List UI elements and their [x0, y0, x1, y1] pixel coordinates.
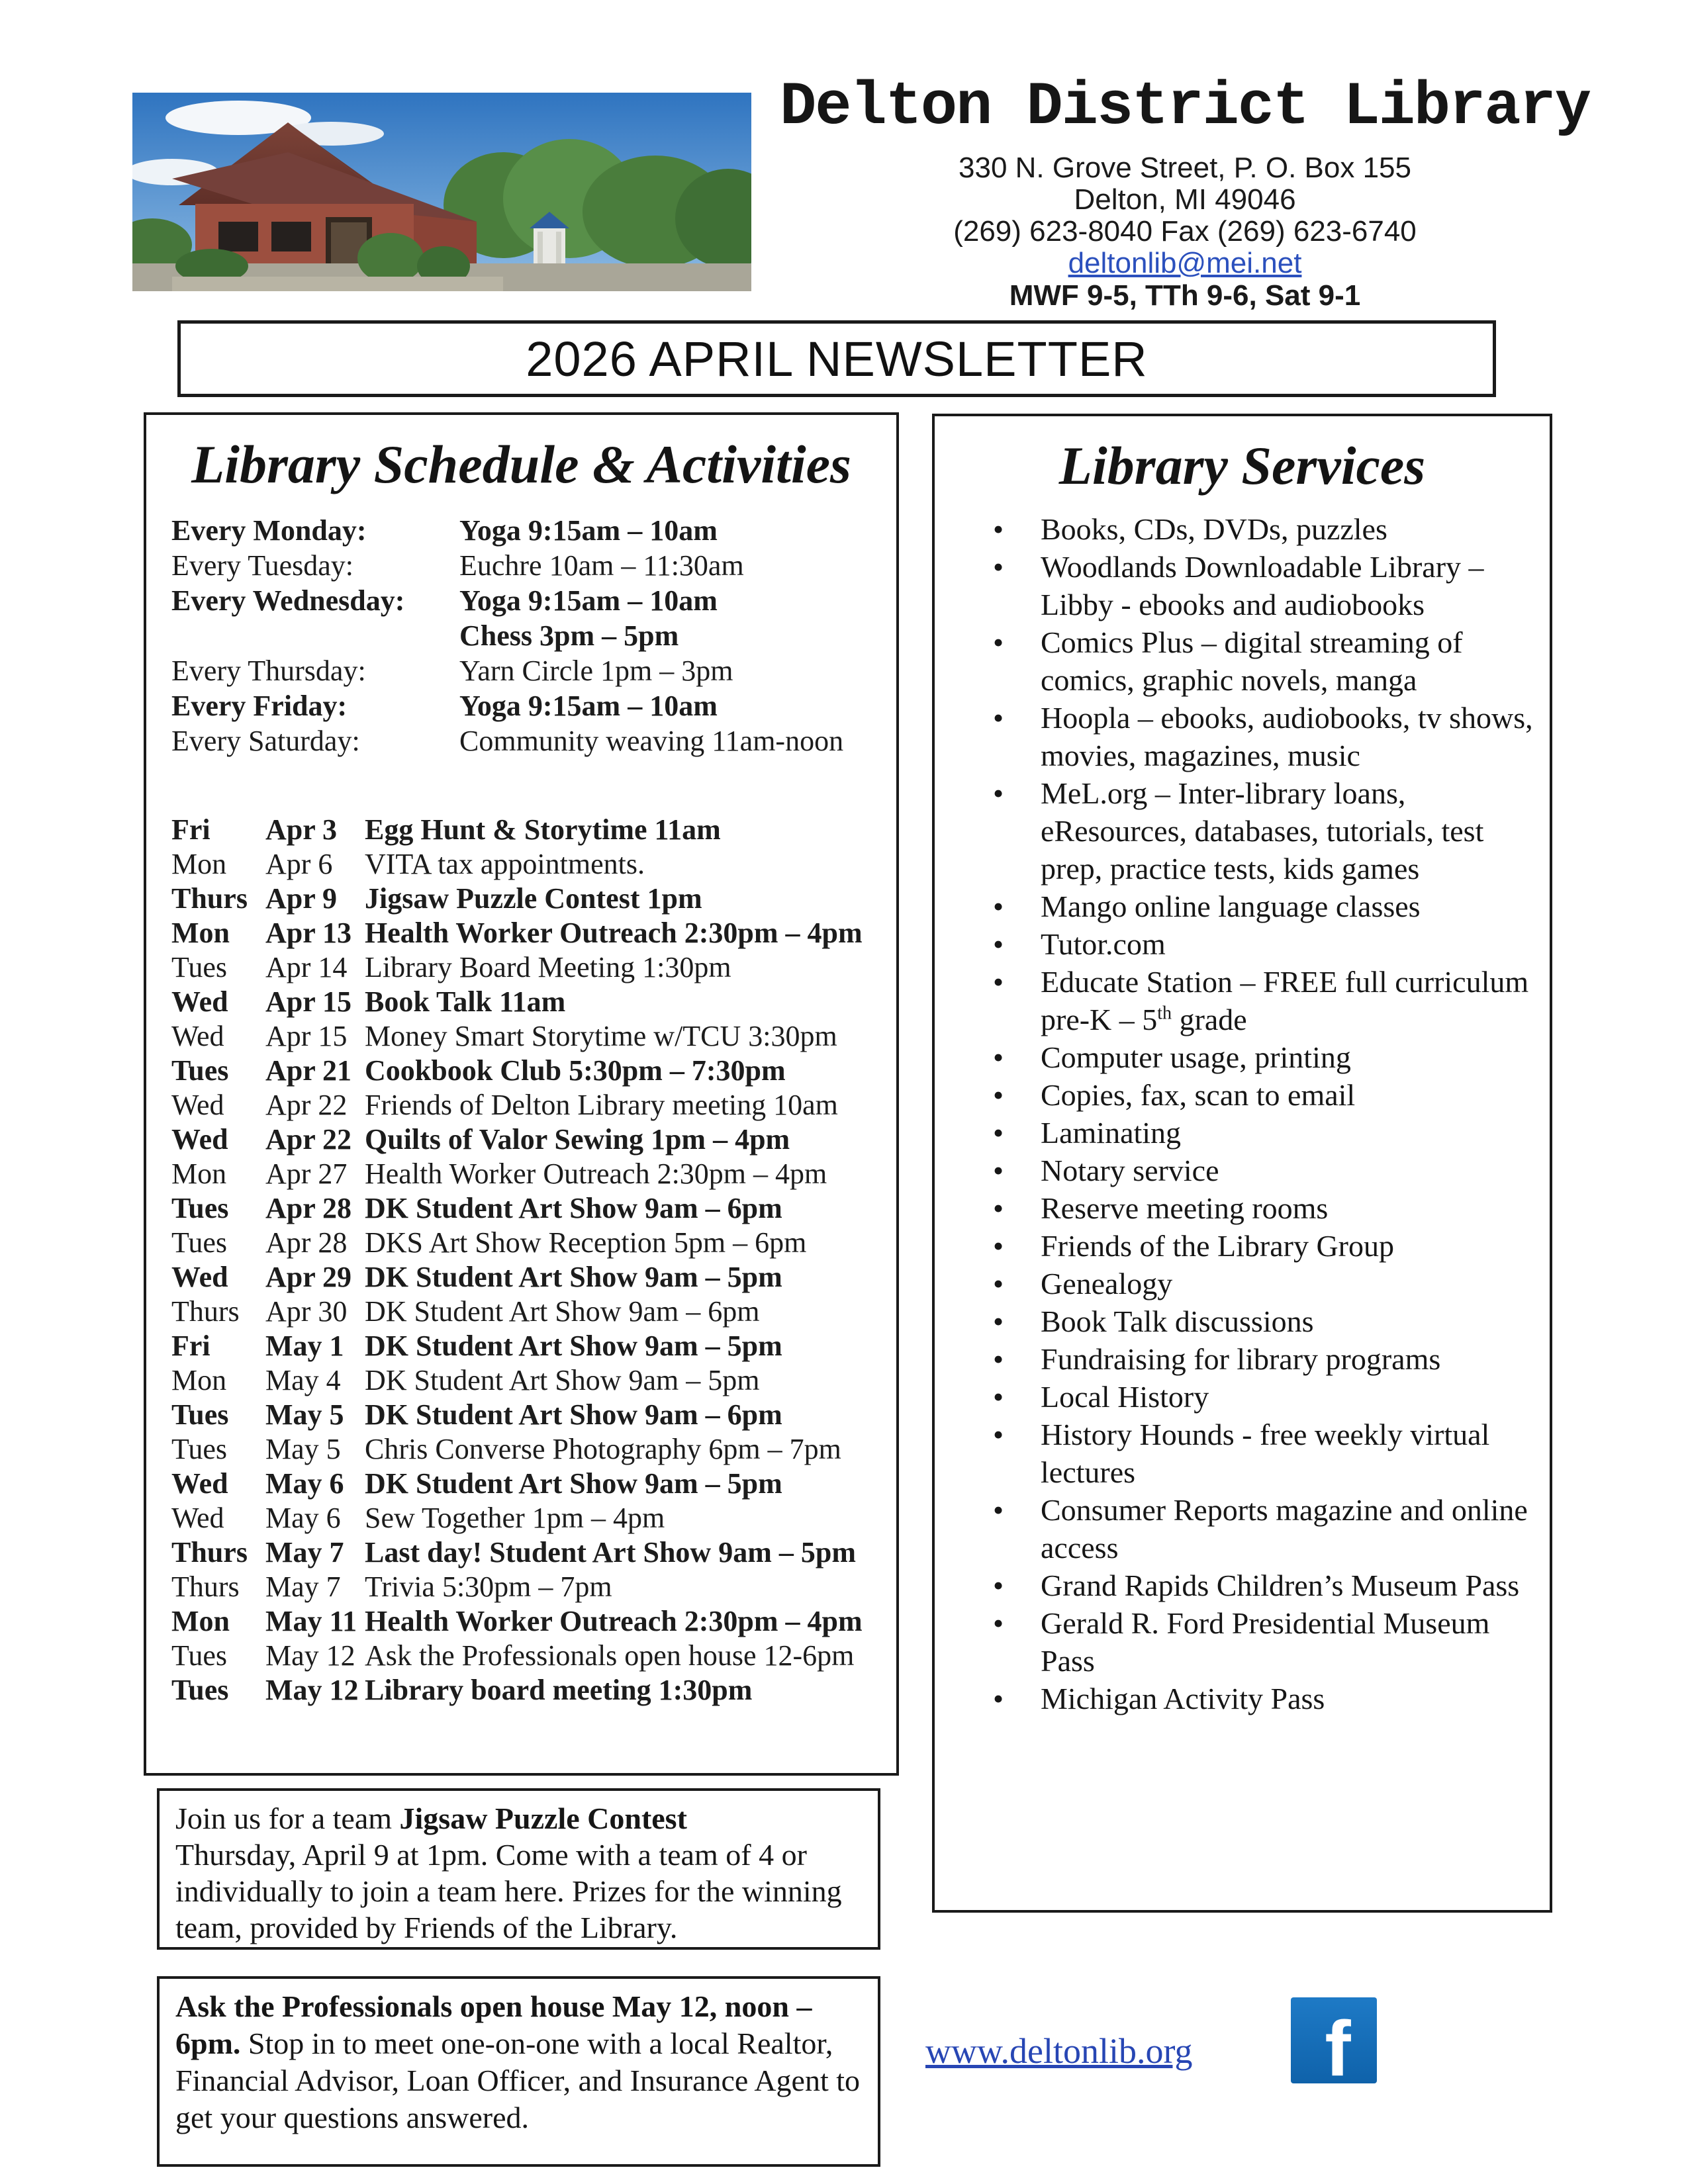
event-title: Ask the Professionals open house 12-6pm [365, 1639, 855, 1672]
event-day: Wed [171, 1020, 224, 1052]
service-item: • Michigan Activity Pass [993, 1680, 1543, 1717]
services-section-title: Library Services [1058, 435, 1426, 496]
event-row [171, 1535, 886, 1570]
hours-line: MWF 9-5, TTh 9-6, Sat 9-1 [1009, 279, 1361, 312]
weekly-day-label: Every Tuesday: [171, 549, 353, 582]
jigsaw-text-pre: Join us for a team [175, 1801, 400, 1835]
event-date: Apr 3 [265, 813, 337, 846]
service-item: • Tutor.com [993, 925, 1543, 963]
weekly-day-label: Every Wednesday: [171, 584, 405, 617]
ask-text-rest: Stop in to meet one-on-one with a local Realtor, Financial Advisor, Loan Officer, and Insurance Agent to get your questions answered. [175, 2026, 861, 2134]
weekly-activity: Chess 3pm – 5pm [459, 619, 679, 652]
service-item: • Reserve meeting rooms [993, 1189, 1543, 1227]
events-list [171, 813, 886, 1707]
event-row [171, 1019, 886, 1054]
event-title: Chris Converse Photography 6pm – 7pm [365, 1433, 841, 1465]
event-day: Thurs [171, 1295, 240, 1328]
header [758, 74, 1612, 312]
service-item: • Copies, fax, scan to email [993, 1076, 1543, 1114]
event-day: Mon [171, 848, 227, 880]
service-item: • Mango online language classes [993, 887, 1543, 925]
event-title: DK Student Art Show 9am – 6pm [365, 1398, 782, 1431]
weekly-day-label: Every Thursday: [171, 655, 366, 687]
event-row [171, 1363, 886, 1398]
event-date: May 4 [265, 1364, 341, 1396]
schedule-section-title: Library Schedule & Activities [191, 434, 851, 494]
event-title: Friends of Delton Library meeting 10am [365, 1089, 838, 1121]
event-title: DKS Art Show Reception 5pm – 6pm [365, 1226, 807, 1259]
weekly-activity: Euchre 10am – 11:30am [459, 549, 744, 582]
weekly-row [171, 653, 873, 688]
event-row [171, 1398, 886, 1432]
event-date: May 7 [265, 1570, 341, 1603]
event-date: Apr 21 [265, 1054, 352, 1087]
event-day: Mon [171, 1605, 230, 1637]
service-item: • Woodlands Downloadable Library – Libby - ebooks and audiobooks [993, 548, 1543, 623]
event-day: Tues [171, 1433, 227, 1465]
event-row [171, 847, 886, 882]
event-date: Apr 30 [265, 1295, 348, 1328]
event-date: Apr 15 [265, 1020, 348, 1052]
event-title: Library Board Meeting 1:30pm [365, 951, 731, 983]
event-date: Apr 28 [265, 1226, 348, 1259]
event-date: May 12 [265, 1674, 359, 1706]
service-item: • Book Talk discussions [993, 1302, 1543, 1340]
event-date: May 1 [265, 1330, 344, 1362]
event-date: Apr 9 [265, 882, 337, 915]
event-row [171, 1467, 886, 1501]
event-title: Cookbook Club 5:30pm – 7:30pm [365, 1054, 786, 1087]
event-day: Fri [171, 1330, 211, 1362]
weekly-activity: Yoga 9:15am – 10am [459, 690, 718, 722]
event-row [171, 1260, 886, 1295]
event-title: DK Student Art Show 9am – 5pm [365, 1261, 782, 1293]
event-day: Tues [171, 1226, 227, 1259]
weekly-row [171, 688, 873, 723]
weekly-row [171, 618, 873, 653]
event-row [171, 1432, 886, 1467]
service-item: • Laminating [993, 1114, 1543, 1152]
event-title: Trivia 5:30pm – 7pm [365, 1570, 612, 1603]
service-item: • Grand Rapids Children’s Museum Pass [993, 1567, 1543, 1604]
event-title: Health Worker Outreach 2:30pm – 4pm [365, 1158, 827, 1190]
event-title: Sew Together 1pm – 4pm [365, 1502, 665, 1534]
event-row [171, 1122, 886, 1157]
event-date: Apr 22 [265, 1089, 348, 1121]
service-item: • Local History [993, 1378, 1543, 1416]
weekly-row [171, 513, 873, 548]
weekly-day-label: Every Monday: [171, 514, 367, 547]
event-title: DK Student Art Show 9am – 5pm [365, 1330, 782, 1362]
event-title: Quilts of Valor Sewing 1pm – 4pm [365, 1123, 790, 1156]
service-item: • MeL.org – Inter-library loans, eResources, databases, tutorials, test prep, practice tests, kids games [993, 774, 1543, 887]
event-date: May 6 [265, 1502, 341, 1534]
event-row [171, 1570, 886, 1604]
service-item: • Friends of the Library Group [993, 1227, 1543, 1265]
event-date: Apr 6 [265, 848, 333, 880]
event-title: Last day! Student Art Show 9am – 5pm [365, 1536, 856, 1569]
library-services-panel [932, 414, 1552, 1913]
event-day: Mon [171, 1364, 227, 1396]
event-row [171, 1639, 886, 1673]
event-row [171, 916, 886, 950]
phone-fax-line: (269) 623-8040 Fax (269) 623-6740 [953, 215, 1417, 248]
service-item: • Computer usage, printing [993, 1038, 1543, 1076]
event-date: Apr 13 [265, 917, 352, 949]
event-day: Wed [171, 1261, 228, 1293]
event-row [171, 882, 886, 916]
event-date: Apr 28 [265, 1192, 352, 1224]
facebook-f-glyph: f [1325, 2005, 1351, 2093]
services-list [935, 508, 1550, 1717]
event-title: Egg Hunt & Storytime 11am [365, 813, 721, 846]
event-day: Tues [171, 1192, 229, 1224]
event-date: Apr 14 [265, 951, 348, 983]
event-row [171, 1191, 886, 1226]
event-row [171, 950, 886, 985]
weekly-day-label: Every Saturday: [171, 725, 360, 757]
event-title: Book Talk 11am [365, 985, 566, 1018]
library-name: Delton District Library [780, 72, 1590, 142]
service-item: • Comics Plus – digital streaming of comics, graphic novels, manga [993, 623, 1543, 699]
weekly-activity: Yarn Circle 1pm – 3pm [459, 655, 733, 687]
event-date: May 12 [265, 1639, 355, 1672]
event-row [171, 1604, 886, 1639]
event-day: Fri [171, 813, 211, 846]
service-item: • Hoopla – ebooks, audiobooks, tv shows, movies, magazines, music [993, 699, 1543, 774]
weekly-day-label: Every Friday: [171, 690, 348, 722]
event-title: Money Smart Storytime w/TCU 3:30pm [365, 1020, 837, 1052]
event-date: May 5 [265, 1398, 344, 1431]
event-row [171, 813, 886, 847]
event-row [171, 1088, 886, 1122]
service-item: • Fundraising for library programs [993, 1340, 1543, 1378]
service-item: • Books, CDs, DVDs, puzzles [993, 510, 1543, 548]
service-item: • Genealogy [993, 1265, 1543, 1302]
event-title: DK Student Art Show 9am – 6pm [365, 1295, 760, 1328]
services-area [935, 508, 1550, 1717]
event-date: Apr 15 [265, 985, 352, 1018]
weekly-schedule [171, 513, 873, 758]
event-day: Tues [171, 1398, 229, 1431]
event-title: VITA tax appointments. [365, 848, 645, 880]
email-link[interactable]: deltonlib@mei.net [1068, 247, 1302, 279]
service-item: • History Hounds - free weekly virtual lectures [993, 1416, 1543, 1491]
jigsaw-contest-box [157, 1788, 880, 1950]
event-title: Library board meeting 1:30pm [365, 1674, 753, 1706]
ask-professionals-box [157, 1976, 880, 2167]
address-line-2: Delton, MI 49046 [1074, 183, 1296, 216]
event-day: Tues [171, 1054, 229, 1087]
weekly-row [171, 548, 873, 583]
service-item: • Gerald R. Ford Presidential Museum Pass [993, 1604, 1543, 1680]
address-block [758, 152, 1612, 312]
event-day: Tues [171, 951, 227, 983]
ask-text-bold: Ask the Professionals open house May 12, noon – 6pm. [175, 1989, 812, 2060]
event-date: Apr 22 [265, 1123, 352, 1156]
service-item: • Educate Station – FREE full curriculum pre-K – 5th grade [993, 963, 1543, 1038]
event-row [171, 1329, 886, 1363]
event-title: Jigsaw Puzzle Contest 1pm [365, 882, 702, 915]
newsletter-title: 2026 APRIL NEWSLETTER [526, 331, 1148, 387]
weekly-day-label [171, 618, 459, 653]
event-day: Mon [171, 1158, 227, 1190]
event-day: Wed [171, 1502, 224, 1534]
address-line-1: 330 N. Grove Street, P. O. Box 155 [959, 152, 1411, 184]
event-day: Tues [171, 1674, 229, 1706]
event-title: DK Student Art Show 9am – 5pm [365, 1467, 782, 1500]
event-day: Tues [171, 1639, 227, 1672]
event-date: May 11 [265, 1605, 357, 1637]
weekly-activity: Yoga 9:15am – 10am [459, 514, 718, 547]
service-item: • Consumer Reports magazine and online access [993, 1491, 1543, 1567]
event-title: DK Student Art Show 9am – 6pm [365, 1192, 782, 1224]
event-date: May 7 [265, 1536, 344, 1569]
event-day: Thurs [171, 1536, 248, 1569]
event-day: Thurs [171, 882, 248, 915]
event-day: Thurs [171, 1570, 240, 1603]
event-date: May 6 [265, 1467, 344, 1500]
event-row [171, 1673, 886, 1707]
facebook-icon[interactable] [1291, 1997, 1377, 2093]
website-link[interactable]: www.deltonlib.org [925, 2031, 1193, 2071]
event-row [171, 1226, 886, 1260]
event-row [171, 1501, 886, 1535]
weekly-activity: Community weaving 11am-noon [459, 725, 844, 757]
event-day: Wed [171, 985, 228, 1018]
event-title: Health Worker Outreach 2:30pm – 4pm [365, 917, 863, 949]
event-title: DK Student Art Show 9am – 5pm [365, 1364, 760, 1396]
weekly-activity: Yoga 9:15am – 10am [459, 584, 718, 617]
weekly-row [171, 583, 873, 618]
event-date: May 5 [265, 1433, 341, 1465]
event-date: Apr 27 [265, 1158, 348, 1190]
jigsaw-text-bold: Jigsaw Puzzle Contest [399, 1801, 687, 1835]
service-item: • Notary service [993, 1152, 1543, 1189]
event-day: Wed [171, 1467, 228, 1500]
jigsaw-text-rest: Thursday, April 9 at 1pm. Come with a team of 4 or individually to join a team here. Prizes for the winning team, provided by Friends of the Library. [175, 1838, 842, 1944]
event-row [171, 1157, 886, 1191]
event-day: Wed [171, 1123, 228, 1156]
event-title: Health Worker Outreach 2:30pm – 4pm [365, 1605, 863, 1637]
schedule-activities-panel [144, 412, 899, 1776]
event-row [171, 1054, 886, 1088]
event-day: Wed [171, 1089, 224, 1121]
library-building-photo [132, 93, 751, 291]
event-row [171, 1295, 886, 1329]
event-date: Apr 29 [265, 1261, 352, 1293]
event-day: Mon [171, 917, 230, 949]
newsletter-banner [177, 320, 1496, 397]
event-row [171, 985, 886, 1019]
weekly-row [171, 723, 873, 758]
